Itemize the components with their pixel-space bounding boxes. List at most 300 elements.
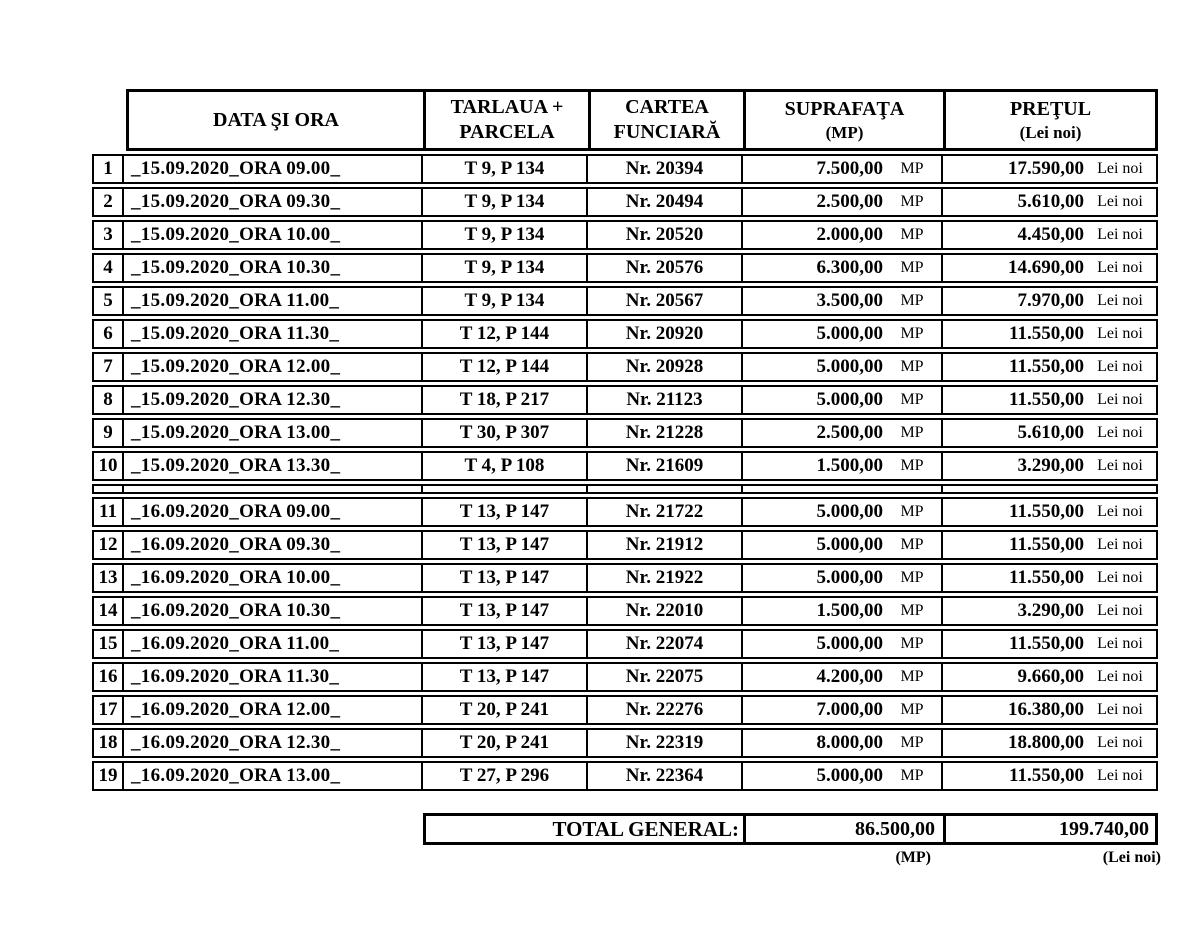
table-row xyxy=(92,352,1158,382)
parcel-value: T 9, P 134 xyxy=(464,257,545,278)
row-number-cell xyxy=(92,484,124,494)
header-registry-line2: FUNCIARĂ xyxy=(613,121,721,143)
parcel-cell xyxy=(423,418,588,448)
price-value: 3.290,00 xyxy=(1017,600,1084,621)
table-header xyxy=(126,89,1158,151)
area-cell xyxy=(743,695,943,725)
table-row xyxy=(92,253,1158,283)
price-cell xyxy=(943,596,1158,626)
row-number-cell xyxy=(92,154,124,184)
area-value: 5.000,00 xyxy=(816,765,883,786)
registry-cell xyxy=(588,418,743,448)
price-value: 11.550,00 xyxy=(1009,356,1084,377)
area-cell xyxy=(743,662,943,692)
area-value: 5.000,00 xyxy=(816,534,883,555)
date-time-value: _15.09.2020_ORA 10.30_ xyxy=(131,257,341,278)
parcel-value: T 12, P 144 xyxy=(459,323,550,344)
price-unit-label: Lei noi xyxy=(1097,668,1143,685)
registry-value: Nr. 20928 xyxy=(625,356,704,377)
parcel-value: T 13, P 147 xyxy=(459,501,550,522)
row-number-cell xyxy=(92,253,124,283)
registry-cell xyxy=(588,187,743,217)
price-cell xyxy=(943,451,1158,481)
price-cell xyxy=(943,629,1158,659)
area-value: 1.500,00 xyxy=(816,455,883,476)
date-time-cell xyxy=(124,385,423,415)
registry-cell xyxy=(588,385,743,415)
area-cell xyxy=(743,187,943,217)
price-unit-label: Lei noi xyxy=(1097,193,1143,210)
registry-cell xyxy=(588,220,743,250)
price-cell xyxy=(943,253,1158,283)
parcel-cell xyxy=(423,728,588,758)
header-parcel-col xyxy=(423,92,588,148)
area-unit-label: MP xyxy=(900,734,924,751)
date-time-cell xyxy=(124,451,423,481)
price-value: 11.550,00 xyxy=(1009,633,1084,654)
row-number-cell xyxy=(92,451,124,481)
parcel-cell xyxy=(423,319,588,349)
price-value: 3.290,00 xyxy=(1017,455,1084,476)
row-number: 18 xyxy=(98,732,118,753)
registry-value: Nr. 21123 xyxy=(626,389,703,410)
area-unit-label: MP xyxy=(900,259,924,276)
date-time-cell xyxy=(124,761,423,791)
price-value: 11.550,00 xyxy=(1009,501,1084,522)
area-value: 2.500,00 xyxy=(816,191,883,212)
price-cell xyxy=(943,154,1158,184)
header-date-label: DATA ŞI ORA xyxy=(213,108,339,131)
price-unit-label: Lei noi xyxy=(1097,160,1143,177)
table-row xyxy=(92,530,1158,560)
price-value: 11.550,00 xyxy=(1009,323,1084,344)
registry-cell xyxy=(588,728,743,758)
area-unit-label: MP xyxy=(900,569,924,586)
date-time-value: _16.09.2020_ORA 10.30_ xyxy=(131,600,341,621)
area-cell xyxy=(743,728,943,758)
price-unit-label: Lei noi xyxy=(1097,226,1143,243)
header-date-col xyxy=(129,92,423,148)
row-number: 1 xyxy=(103,158,113,179)
parcel-value: T 27, P 296 xyxy=(459,765,550,786)
table-row xyxy=(92,220,1158,250)
price-cell xyxy=(943,695,1158,725)
row-number: 10 xyxy=(98,455,118,476)
table-row xyxy=(92,385,1158,415)
row-number-cell xyxy=(92,187,124,217)
date-time-cell xyxy=(124,253,423,283)
area-value: 1.500,00 xyxy=(816,600,883,621)
header-area-col xyxy=(743,92,943,148)
header-registry-line1: CARTEA xyxy=(625,96,709,118)
registry-value: Nr. 22010 xyxy=(625,600,704,621)
parcel-cell xyxy=(423,629,588,659)
date-time-value: _15.09.2020_ORA 09.00_ xyxy=(131,158,341,179)
table-body xyxy=(92,154,1158,794)
parcel-value: T 9, P 134 xyxy=(464,290,545,311)
price-value: 16.380,00 xyxy=(1008,699,1084,720)
area-value: 6.300,00 xyxy=(816,257,883,278)
date-time-cell xyxy=(124,220,423,250)
price-cell xyxy=(943,761,1158,791)
date-time-value: _15.09.2020_ORA 09.30_ xyxy=(131,191,341,212)
total-price-unit-note: (Lei noi) xyxy=(1102,849,1161,866)
price-value: 7.970,00 xyxy=(1017,290,1084,311)
area-cell xyxy=(743,154,943,184)
date-time-value: _15.09.2020_ORA 11.00_ xyxy=(131,290,340,311)
area-cell xyxy=(743,629,943,659)
table-row xyxy=(92,187,1158,217)
table-row xyxy=(92,451,1158,481)
area-unit-label: MP xyxy=(900,668,924,685)
parcel-cell xyxy=(423,187,588,217)
price-value: 5.610,00 xyxy=(1017,191,1084,212)
area-cell xyxy=(743,530,943,560)
parcel-cell xyxy=(423,596,588,626)
registry-value: Nr. 21609 xyxy=(625,455,704,476)
date-time-cell xyxy=(124,418,423,448)
row-number: 17 xyxy=(98,699,118,720)
row-number-cell xyxy=(92,695,124,725)
date-time-value: _15.09.2020_ORA 12.00_ xyxy=(131,356,341,377)
registry-value: Nr. 22276 xyxy=(625,699,704,720)
price-value: 18.800,00 xyxy=(1008,732,1084,753)
row-number-cell xyxy=(92,352,124,382)
total-area-unit-note: (MP) xyxy=(895,849,931,866)
table-row xyxy=(92,286,1158,316)
registry-cell xyxy=(588,484,743,494)
area-value: 5.000,00 xyxy=(816,323,883,344)
table-row xyxy=(92,418,1158,448)
price-cell xyxy=(943,220,1158,250)
area-value: 5.000,00 xyxy=(816,501,883,522)
table-row xyxy=(92,497,1158,527)
date-time-cell xyxy=(124,352,423,382)
parcel-cell xyxy=(423,484,588,494)
area-unit-label: MP xyxy=(900,358,924,375)
registry-value: Nr. 20494 xyxy=(625,191,704,212)
parcel-value: T 4, P 108 xyxy=(464,455,545,476)
parcel-value: T 30, P 307 xyxy=(459,422,550,443)
area-cell xyxy=(743,497,943,527)
registry-value: Nr. 21722 xyxy=(625,501,704,522)
date-time-value: _15.09.2020_ORA 13.00_ xyxy=(131,422,341,443)
parcel-value: T 13, P 147 xyxy=(459,600,550,621)
area-unit-label: MP xyxy=(900,503,924,520)
row-number-cell xyxy=(92,761,124,791)
total-price-value: 199.740,00 xyxy=(943,816,1155,842)
price-unit-label: Lei noi xyxy=(1097,292,1143,309)
date-time-cell xyxy=(124,484,423,494)
row-number-cell xyxy=(92,220,124,250)
total-label: TOTAL GENERAL: xyxy=(552,816,739,841)
date-time-cell xyxy=(124,596,423,626)
price-unit-label: Lei noi xyxy=(1097,503,1143,520)
parcel-value: T 9, P 134 xyxy=(464,191,545,212)
registry-cell xyxy=(588,530,743,560)
registry-value: Nr. 20567 xyxy=(625,290,704,311)
registry-value: Nr. 22364 xyxy=(625,765,704,786)
price-unit-label: Lei noi xyxy=(1097,734,1143,751)
parcel-cell xyxy=(423,286,588,316)
row-number: 4 xyxy=(103,257,113,278)
registry-cell xyxy=(588,761,743,791)
date-time-value: _16.09.2020_ORA 12.00_ xyxy=(131,699,341,720)
date-time-value: _15.09.2020_ORA 12.30_ xyxy=(131,389,341,410)
row-number: 13 xyxy=(98,567,118,588)
parcel-cell xyxy=(423,451,588,481)
area-unit-label: MP xyxy=(900,226,924,243)
row-number-cell xyxy=(92,596,124,626)
area-cell xyxy=(743,418,943,448)
area-value: 7.000,00 xyxy=(816,699,883,720)
table-row xyxy=(92,154,1158,184)
price-cell xyxy=(943,385,1158,415)
price-unit-label: Lei noi xyxy=(1097,569,1143,586)
row-number: 16 xyxy=(98,666,118,687)
row-number: 14 xyxy=(98,600,118,621)
area-unit-label: MP xyxy=(900,457,924,474)
area-unit-label: MP xyxy=(900,635,924,652)
price-unit-label: Lei noi xyxy=(1097,424,1143,441)
header-area-unit: (MP) xyxy=(825,122,864,142)
parcel-cell xyxy=(423,761,588,791)
row-number-cell xyxy=(92,629,124,659)
area-cell xyxy=(743,563,943,593)
price-cell xyxy=(943,728,1158,758)
date-time-cell xyxy=(124,187,423,217)
price-cell xyxy=(943,286,1158,316)
parcel-value: T 13, P 147 xyxy=(459,666,550,687)
date-time-cell xyxy=(124,695,423,725)
price-unit-label: Lei noi xyxy=(1097,767,1143,784)
registry-cell xyxy=(588,563,743,593)
price-unit-label: Lei noi xyxy=(1097,259,1143,276)
date-time-cell xyxy=(124,530,423,560)
row-number: 5 xyxy=(103,290,113,311)
date-time-value: _15.09.2020_ORA 11.30_ xyxy=(131,323,340,344)
date-time-value: _16.09.2020_ORA 10.00_ xyxy=(131,567,341,588)
registry-value: Nr. 22319 xyxy=(625,732,704,753)
date-time-cell xyxy=(124,629,423,659)
area-unit-label: MP xyxy=(900,325,924,342)
price-unit-label: Lei noi xyxy=(1097,391,1143,408)
date-time-value: _15.09.2020_ORA 10.00_ xyxy=(131,224,341,245)
price-value: 17.590,00 xyxy=(1008,158,1084,179)
price-cell xyxy=(943,497,1158,527)
table-row xyxy=(92,761,1158,791)
registry-value: Nr. 22074 xyxy=(625,633,704,654)
parcel-cell xyxy=(423,695,588,725)
row-number: 3 xyxy=(103,224,113,245)
price-value: 11.550,00 xyxy=(1009,765,1084,786)
parcel-cell xyxy=(423,662,588,692)
registry-cell xyxy=(588,662,743,692)
price-unit-label: Lei noi xyxy=(1097,701,1143,718)
area-unit-label: MP xyxy=(900,391,924,408)
parcel-value: T 20, P 241 xyxy=(459,699,550,720)
parcel-value: T 20, P 241 xyxy=(459,732,550,753)
parcel-cell xyxy=(423,154,588,184)
parcel-cell xyxy=(423,563,588,593)
row-number-cell xyxy=(92,530,124,560)
row-number: 12 xyxy=(98,534,118,555)
parcel-cell xyxy=(423,497,588,527)
row-number: 2 xyxy=(103,191,113,212)
date-time-cell xyxy=(124,563,423,593)
area-unit-label: MP xyxy=(900,424,924,441)
area-value: 2.500,00 xyxy=(816,422,883,443)
parcel-cell xyxy=(423,253,588,283)
row-number-cell xyxy=(92,286,124,316)
date-time-value: _16.09.2020_ORA 12.30_ xyxy=(131,732,341,753)
parcel-value: T 13, P 147 xyxy=(459,567,550,588)
price-cell xyxy=(943,352,1158,382)
header-parcel-line2: PARCELA xyxy=(459,121,555,143)
parcel-cell xyxy=(423,530,588,560)
parcel-value: T 13, P 147 xyxy=(459,534,550,555)
area-value: 5.000,00 xyxy=(816,633,883,654)
area-cell xyxy=(743,484,943,494)
area-value: 5.000,00 xyxy=(816,389,883,410)
area-value: 5.000,00 xyxy=(816,567,883,588)
parcel-value: T 18, P 217 xyxy=(459,389,550,410)
price-value: 14.690,00 xyxy=(1008,257,1084,278)
parcel-value: T 9, P 134 xyxy=(464,224,545,245)
area-cell xyxy=(743,253,943,283)
row-number-cell xyxy=(92,385,124,415)
parcel-cell xyxy=(423,352,588,382)
table-row xyxy=(92,695,1158,725)
area-cell xyxy=(743,596,943,626)
date-time-value: _16.09.2020_ORA 11.30_ xyxy=(131,666,340,687)
date-time-cell xyxy=(124,154,423,184)
price-unit-label: Lei noi xyxy=(1097,358,1143,375)
date-time-value: _16.09.2020_ORA 09.30_ xyxy=(131,534,341,555)
area-value: 2.000,00 xyxy=(816,224,883,245)
registry-cell xyxy=(588,352,743,382)
row-number: 15 xyxy=(98,633,118,654)
price-value: 4.450,00 xyxy=(1017,224,1084,245)
area-unit-label: MP xyxy=(900,701,924,718)
header-area-line1: SUPRAFAŢA xyxy=(784,97,905,120)
area-unit-label: MP xyxy=(900,602,924,619)
area-value: 8.000,00 xyxy=(816,732,883,753)
table-row xyxy=(92,319,1158,349)
registry-value: Nr. 20394 xyxy=(625,158,704,179)
row-number-cell xyxy=(92,728,124,758)
group-separator-row xyxy=(92,484,1158,494)
row-number-cell xyxy=(92,662,124,692)
area-value: 4.200,00 xyxy=(816,666,883,687)
price-unit-label: Lei noi xyxy=(1097,602,1143,619)
table-row xyxy=(92,563,1158,593)
parcel-value: T 12, P 144 xyxy=(459,356,550,377)
parcel-value: T 13, P 147 xyxy=(459,633,550,654)
price-value: 11.550,00 xyxy=(1009,534,1084,555)
price-cell xyxy=(943,319,1158,349)
area-value: 5.000,00 xyxy=(816,356,883,377)
registry-value: Nr. 22075 xyxy=(625,666,704,687)
registry-cell xyxy=(588,451,743,481)
price-unit-label: Lei noi xyxy=(1097,635,1143,652)
registry-cell xyxy=(588,286,743,316)
row-number-cell xyxy=(92,563,124,593)
price-value: 5.610,00 xyxy=(1017,422,1084,443)
price-unit-label: Lei noi xyxy=(1097,325,1143,342)
registry-cell xyxy=(588,253,743,283)
table-row xyxy=(92,629,1158,659)
price-unit-label: Lei noi xyxy=(1097,457,1143,474)
total-area-value: 86.500,00 xyxy=(743,816,943,842)
price-cell xyxy=(943,484,1158,494)
header-price-line1: PREŢUL xyxy=(1009,97,1092,120)
date-time-cell xyxy=(124,319,423,349)
area-cell xyxy=(743,385,943,415)
table-row xyxy=(92,662,1158,692)
price-cell xyxy=(943,187,1158,217)
row-number-cell xyxy=(92,497,124,527)
registry-value: Nr. 21922 xyxy=(625,567,704,588)
date-time-value: _15.09.2020_ORA 13.30_ xyxy=(131,455,341,476)
row-number: 7 xyxy=(103,356,113,377)
price-cell xyxy=(943,530,1158,560)
registry-value: Nr. 20920 xyxy=(625,323,704,344)
row-number: 11 xyxy=(99,501,117,522)
area-cell xyxy=(743,451,943,481)
registry-cell xyxy=(588,497,743,527)
registry-value: Nr. 21228 xyxy=(625,422,704,443)
parcel-cell xyxy=(423,385,588,415)
row-number: 8 xyxy=(103,389,113,410)
area-cell xyxy=(743,352,943,382)
row-number: 19 xyxy=(98,765,118,786)
registry-cell xyxy=(588,154,743,184)
area-value: 7.500,00 xyxy=(816,158,883,179)
date-time-cell xyxy=(124,662,423,692)
header-parcel-line1: TARLAUA + xyxy=(450,96,564,118)
registry-cell xyxy=(588,319,743,349)
area-unit-label: MP xyxy=(900,536,924,553)
registry-cell xyxy=(588,596,743,626)
date-time-cell xyxy=(124,497,423,527)
area-unit-label: MP xyxy=(900,292,924,309)
table-row xyxy=(92,728,1158,758)
registry-cell xyxy=(588,629,743,659)
registry-value: Nr. 21912 xyxy=(625,534,704,555)
area-unit-label: MP xyxy=(900,160,924,177)
table-row xyxy=(92,596,1158,626)
area-cell xyxy=(743,220,943,250)
area-cell xyxy=(743,761,943,791)
price-value: 11.550,00 xyxy=(1009,389,1084,410)
header-price-col xyxy=(943,92,1155,148)
price-value: 11.550,00 xyxy=(1009,567,1084,588)
date-time-value: _16.09.2020_ORA 11.00_ xyxy=(131,633,340,654)
area-cell xyxy=(743,319,943,349)
area-cell xyxy=(743,286,943,316)
date-time-cell xyxy=(124,728,423,758)
registry-value: Nr. 20576 xyxy=(625,257,704,278)
header-price-unit: (Lei noi) xyxy=(1019,122,1082,142)
date-time-cell xyxy=(124,286,423,316)
price-value: 9.660,00 xyxy=(1017,666,1084,687)
row-number-cell xyxy=(92,418,124,448)
row-number-cell xyxy=(92,319,124,349)
parcel-value: T 9, P 134 xyxy=(464,158,545,179)
total-row xyxy=(423,813,1158,845)
header-registry-col xyxy=(588,92,743,148)
